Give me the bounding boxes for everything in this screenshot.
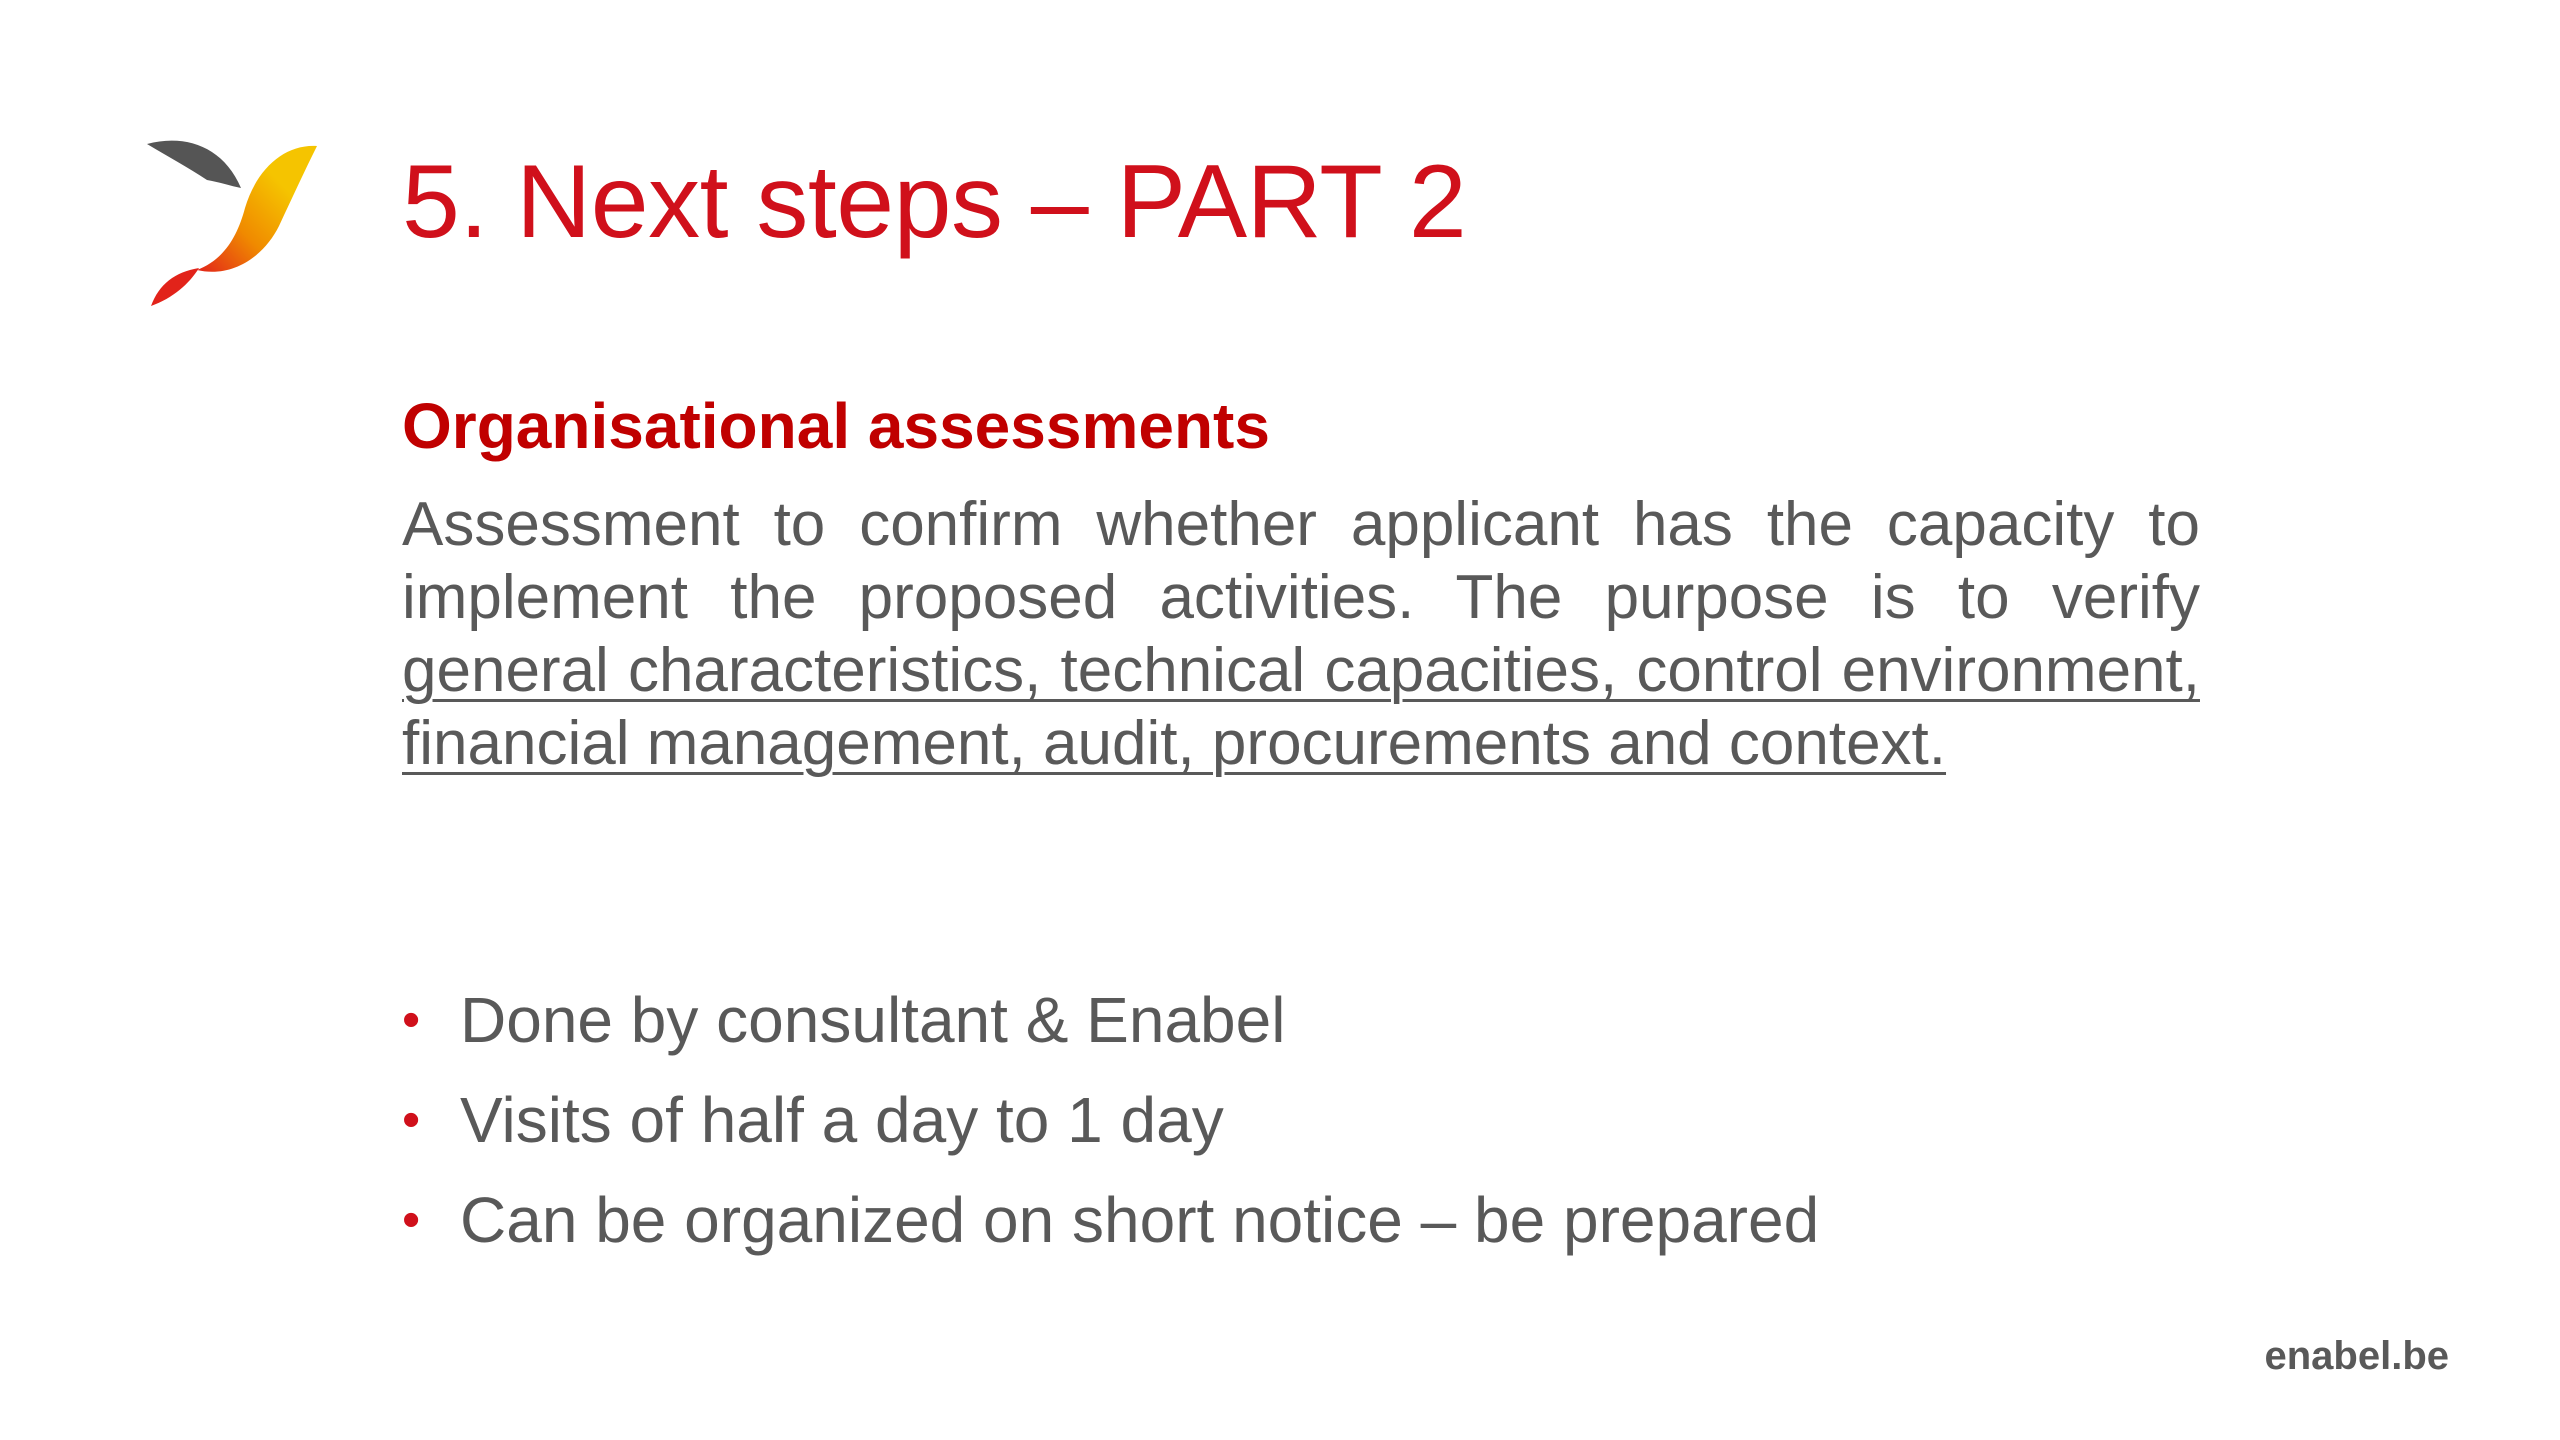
- enabel-logo-icon: [145, 138, 320, 308]
- bullet-icon: •: [402, 1091, 421, 1149]
- bullet-text: Can be organized on short notice – be prepared: [460, 1184, 1820, 1256]
- slide-title: 5. Next steps – PART 2: [402, 144, 1467, 260]
- bullet-text: Done by consultant & Enabel: [460, 984, 1286, 1056]
- bullet-item: [402, 1070, 1819, 1170]
- section-heading: Organisational assessments: [402, 390, 1270, 462]
- bullet-list: [402, 970, 1819, 1270]
- footer-website: enabel.be: [2264, 1334, 2449, 1378]
- paragraph-underlined: general characteristics, technical capacities, control environment, financial management, audit, procurements and context.: [402, 636, 2200, 778]
- bullet-item: [402, 1170, 1819, 1270]
- description-paragraph: [402, 488, 2200, 780]
- bullet-text: Visits of half a day to 1 day: [460, 1084, 1224, 1156]
- bullet-icon: •: [402, 1191, 421, 1249]
- bullet-icon: •: [402, 991, 421, 1049]
- bullet-item: [402, 970, 1819, 1070]
- paragraph-intro: Assessment to confirm whether applicant has the capacity to implement the proposed activities. The purpose is to verify: [402, 490, 2200, 632]
